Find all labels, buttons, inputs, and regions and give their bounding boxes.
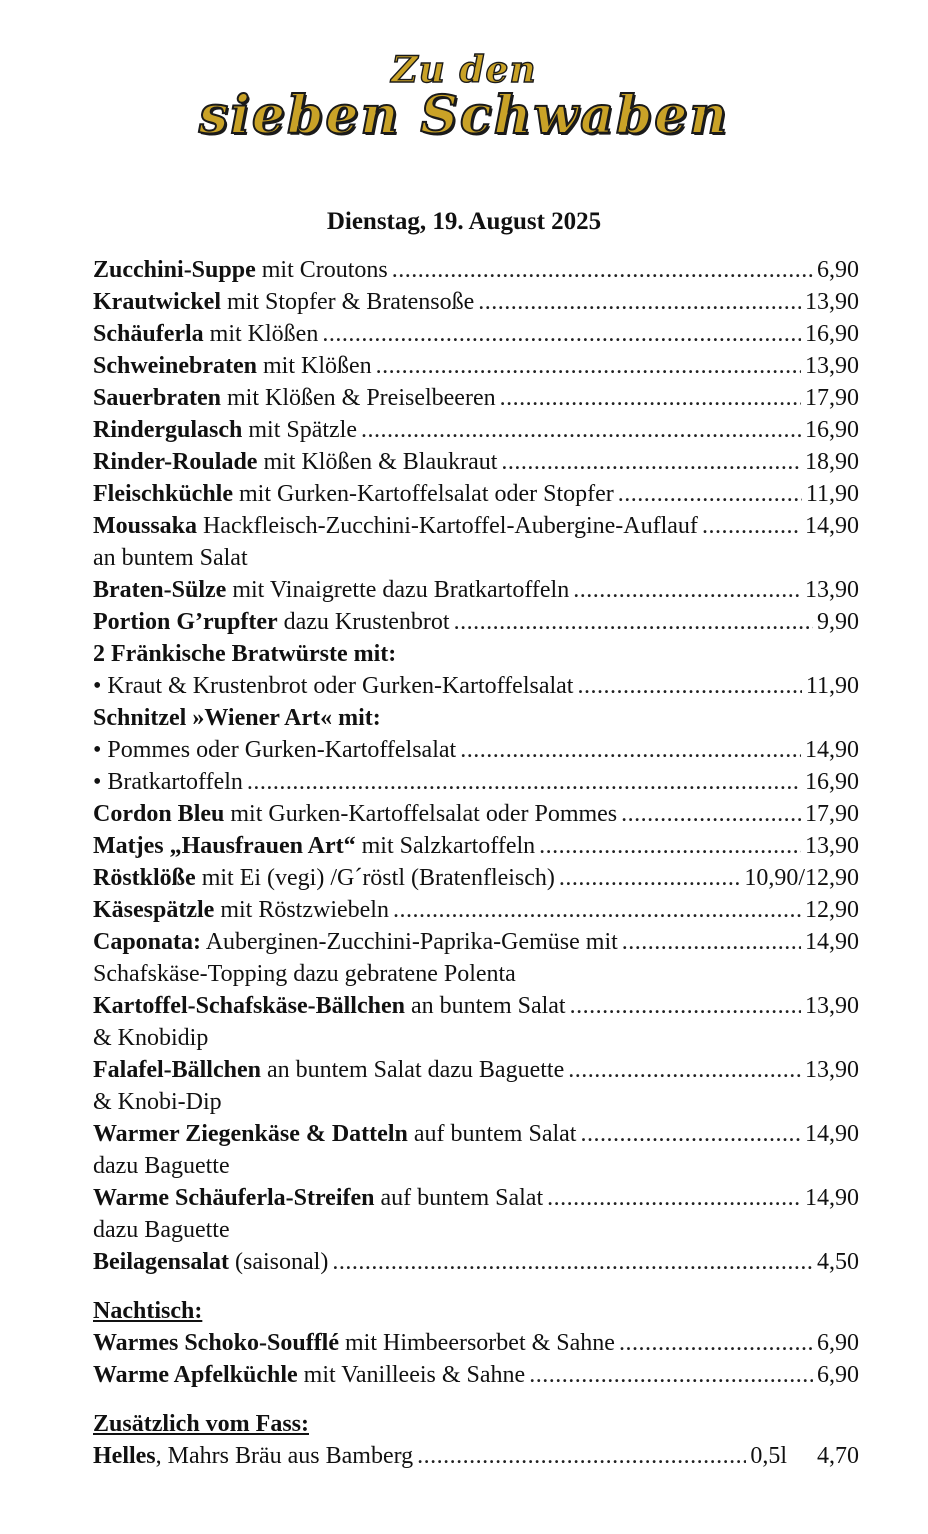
- dish-desc: mit Stopfer & Bratensoße: [220, 289, 475, 315]
- dish-desc: mit Croutons: [255, 257, 388, 283]
- dish-row: [93, 990, 859, 1022]
- dish-name: Caponata:: [93, 929, 202, 955]
- dish-row: [93, 894, 859, 926]
- dish-text: [93, 286, 474, 318]
- dish-row: [93, 286, 859, 318]
- dish-desc: mit Vinaigrette dazu Bratkartoffeln: [226, 577, 570, 603]
- dish-desc: mit Himbeersorbet & Sahne: [339, 1330, 615, 1356]
- dish-continuation: dazu Baguette: [93, 1217, 230, 1243]
- leader-dots: [580, 1118, 801, 1150]
- dish-desc: dazu Krustenbrot: [277, 609, 450, 635]
- dessert-list: [93, 1327, 859, 1391]
- dish-price: 9,90: [817, 609, 859, 635]
- dish-text: [93, 1054, 564, 1086]
- dish-price: 14,90: [805, 1121, 859, 1147]
- dish-text: [93, 1327, 615, 1359]
- dish-price: 17,90: [805, 385, 859, 411]
- dish-desc: Hackfleisch-Zucchini-Kartoffel-Aubergine-Auflauf: [197, 513, 698, 539]
- leader-dots: [501, 446, 801, 478]
- leader-dots: [454, 606, 813, 638]
- dessert-heading: Nachtisch:: [93, 1298, 203, 1324]
- dish-row: [93, 574, 859, 606]
- leader-dots: [547, 1182, 801, 1214]
- dish-text: [93, 606, 450, 638]
- dish-row: [93, 1327, 859, 1359]
- dish-continuation: & Knobidip: [93, 1025, 209, 1051]
- dish-desc: an buntem Salat: [404, 993, 566, 1019]
- dish-price: 6,90: [817, 257, 859, 283]
- dish-text: [93, 1118, 576, 1150]
- dish-name: Beilagensalat: [93, 1249, 229, 1275]
- dish-desc: mit Gurken-Kartoffelsalat oder Stopfer: [233, 481, 614, 507]
- leader-dots: [322, 318, 801, 350]
- dish-text: [93, 446, 497, 478]
- dish-name: Falafel-Bällchen: [93, 1057, 261, 1083]
- dish-price: 10,90/12,90: [744, 865, 859, 891]
- dish-name: Sauerbraten: [93, 385, 221, 411]
- dish-desc: Auberginen-Zucchini-Paprika-Gemüse mit: [201, 929, 618, 955]
- dish-row: [93, 1246, 859, 1278]
- menu-list: [93, 254, 859, 1472]
- leader-dots: [361, 414, 801, 446]
- dish-text: [93, 1440, 413, 1472]
- dish-desc: auf buntem Salat: [407, 1121, 577, 1147]
- dish-text: [93, 798, 617, 830]
- dish-desc: mit Röstzwiebeln: [214, 897, 389, 923]
- dish-price: 6,90: [817, 1362, 859, 1388]
- dish-text: [93, 574, 569, 606]
- dish-name: Fleischküchle: [93, 481, 234, 507]
- leader-dots: [393, 894, 801, 926]
- dish-name: Portion G’rupfter: [93, 609, 278, 635]
- dish-text: [93, 894, 389, 926]
- option-label: • Bratkartoffeln: [93, 766, 243, 798]
- option-price: 14,90: [805, 737, 859, 763]
- dish-row: [93, 926, 859, 958]
- dish-list-2: [93, 798, 859, 1278]
- bratwurst-heading: 2 Fränkische Bratwürste mit:: [93, 641, 397, 667]
- dish-name: Warmes Schoko-Soufflé: [93, 1330, 339, 1356]
- dish-price: 13,90: [805, 1057, 859, 1083]
- leader-dots: [619, 1327, 813, 1359]
- dish-price: 14,90: [805, 1185, 859, 1211]
- dish-name: Käsespätzle: [93, 897, 215, 923]
- dish-row: [93, 798, 859, 830]
- leader-dots: [622, 926, 801, 958]
- option-price: 11,90: [805, 673, 859, 699]
- dish-name: Rindergulasch: [93, 417, 243, 443]
- dish-row: [93, 1182, 859, 1214]
- dish-text: [93, 862, 555, 894]
- leader-dots: [570, 990, 801, 1022]
- dish-price: 4,70: [817, 1443, 859, 1469]
- beer-volume: 0,5l: [750, 1443, 787, 1469]
- beer-heading: Zusätzlich vom Fass:: [93, 1411, 309, 1437]
- dish-desc: auf buntem Salat: [374, 1185, 544, 1211]
- option-label: • Pommes oder Gurken-Kartoffelsalat: [93, 734, 456, 766]
- leader-dots: [500, 382, 801, 414]
- dish-text: [93, 1246, 328, 1278]
- dish-list-1: [93, 254, 859, 638]
- leader-dots: [568, 1054, 801, 1086]
- logo-line-2: sieben Schwaben: [198, 85, 730, 146]
- dish-price: 13,90: [805, 577, 859, 603]
- option-label: • Kraut & Krustenbrot oder Gurken-Kartoffelsalat: [93, 670, 573, 702]
- leader-dots: [460, 734, 801, 766]
- dish-continuation: & Knobi-Dip: [93, 1089, 222, 1115]
- dish-continuation: dazu Baguette: [93, 1153, 230, 1179]
- dish-row: [93, 254, 859, 286]
- dish-price: 18,90: [805, 449, 859, 475]
- dish-desc: mit Salzkartoffeln: [355, 833, 536, 859]
- dish-name: Cordon Bleu: [93, 801, 225, 827]
- leader-dots: [702, 510, 801, 542]
- dish-desc: mit Klößen: [203, 321, 319, 347]
- dish-row: [93, 478, 859, 510]
- dish-price: 4,50: [817, 1249, 859, 1275]
- dish-row: [93, 1054, 859, 1086]
- dish-continuation: Schafskäse-Topping dazu gebratene Polenta: [93, 961, 516, 987]
- dish-desc: , Mahrs Bräu aus Bamberg: [155, 1443, 414, 1469]
- dish-text: [93, 318, 318, 350]
- leader-dots: [332, 1246, 813, 1278]
- schnitzel-option-2: [93, 766, 859, 798]
- dish-name: Warmer Ziegenkäse & Datteln: [93, 1121, 408, 1147]
- dish-name: Zucchini-Suppe: [93, 257, 256, 283]
- dish-text: [93, 926, 618, 958]
- dish-name: Schäuferla: [93, 321, 204, 347]
- leader-dots: [618, 478, 802, 510]
- dish-text: [93, 414, 357, 446]
- dish-name: Matjes „Hausfrauen Art“: [93, 833, 356, 859]
- dish-name: Warme Schäuferla-Streifen: [93, 1185, 375, 1211]
- option-price: 16,90: [805, 769, 859, 795]
- leader-dots: [478, 286, 801, 318]
- logo-line-1: Zu den: [391, 49, 537, 91]
- schnitzel-heading: Schnitzel »Wiener Art« mit:: [93, 705, 381, 731]
- dish-text: [93, 254, 388, 286]
- leader-dots: [573, 574, 801, 606]
- dish-price: 12,90: [805, 897, 859, 923]
- dish-price: 11,90: [805, 481, 859, 507]
- dish-desc: mit Gurken-Kartoffelsalat oder Pommes: [224, 801, 618, 827]
- dish-desc: mit Spätzle: [242, 417, 358, 443]
- dish-price: 17,90: [805, 801, 859, 827]
- dish-name: Warme Apfelküchle: [93, 1362, 298, 1388]
- dish-name: Helles: [93, 1443, 156, 1469]
- dish-row: [93, 1118, 859, 1150]
- dish-price: 13,90: [805, 833, 859, 859]
- dish-name: Schweinebraten: [93, 353, 257, 379]
- leader-dots: [577, 670, 801, 702]
- leader-dots: [376, 350, 801, 382]
- dish-price: 16,90: [805, 321, 859, 347]
- dish-row: [93, 510, 859, 542]
- leader-dots: [621, 798, 801, 830]
- dish-text: [93, 830, 535, 862]
- dish-price: 16,90: [805, 417, 859, 443]
- restaurant-logo: [0, 49, 928, 146]
- dish-text: [93, 350, 372, 382]
- dish-row: [93, 318, 859, 350]
- dish-row: [93, 446, 859, 478]
- schnitzel-option-1: [93, 734, 859, 766]
- dish-name: Braten-Sülze: [93, 577, 227, 603]
- leader-dots: [559, 862, 740, 894]
- leader-dots: [539, 830, 801, 862]
- dish-desc: an buntem Salat dazu Baguette: [260, 1057, 565, 1083]
- dish-desc: (saisonal): [229, 1249, 329, 1275]
- menu-date: Dienstag, 19. August 2025: [326, 208, 602, 235]
- dish-desc: mit Klößen & Preiselbeeren: [221, 385, 496, 411]
- dish-price: 13,90: [805, 353, 859, 379]
- leader-dots: [417, 1440, 746, 1472]
- dish-text: [93, 478, 614, 510]
- dish-price: 14,90: [805, 929, 859, 955]
- dish-desc: mit Ei (vegi) /G´röstl (Bratenfleisch): [195, 865, 555, 891]
- dish-text: [93, 990, 566, 1022]
- dish-name: Kartoffel-Schafskäse-Bällchen: [93, 993, 405, 1019]
- bratwurst-option: [93, 670, 859, 702]
- dish-text: [93, 1182, 543, 1214]
- dish-row: [93, 862, 859, 894]
- dish-desc: mit Klößen: [257, 353, 372, 379]
- dish-row: [93, 1359, 859, 1391]
- dish-price: 13,90: [805, 993, 859, 1019]
- dish-price: 6,90: [817, 1330, 859, 1356]
- dish-text: [93, 382, 496, 414]
- dish-continuation: an buntem Salat: [93, 545, 248, 571]
- dish-price: 13,90: [805, 289, 859, 315]
- leader-dots: [247, 766, 801, 798]
- dish-row: [93, 606, 859, 638]
- dish-name: Rinder-Roulade: [93, 449, 258, 475]
- dish-name: Krautwickel: [93, 289, 221, 315]
- dish-row: [93, 830, 859, 862]
- dish-price: 14,90: [805, 513, 859, 539]
- leader-dots: [392, 254, 813, 286]
- dish-text: [93, 1359, 525, 1391]
- dish-row: [93, 350, 859, 382]
- dish-desc: mit Vanilleeis & Sahne: [297, 1362, 526, 1388]
- leader-dots: [529, 1359, 813, 1391]
- dish-text: [93, 510, 698, 542]
- dish-name: Röstklöße: [93, 865, 196, 891]
- dish-row: [93, 414, 859, 446]
- dish-desc: mit Klößen & Blaukraut: [257, 449, 498, 475]
- dish-name: Moussaka: [93, 513, 198, 539]
- dish-row: [93, 382, 859, 414]
- beer-row: [93, 1440, 859, 1472]
